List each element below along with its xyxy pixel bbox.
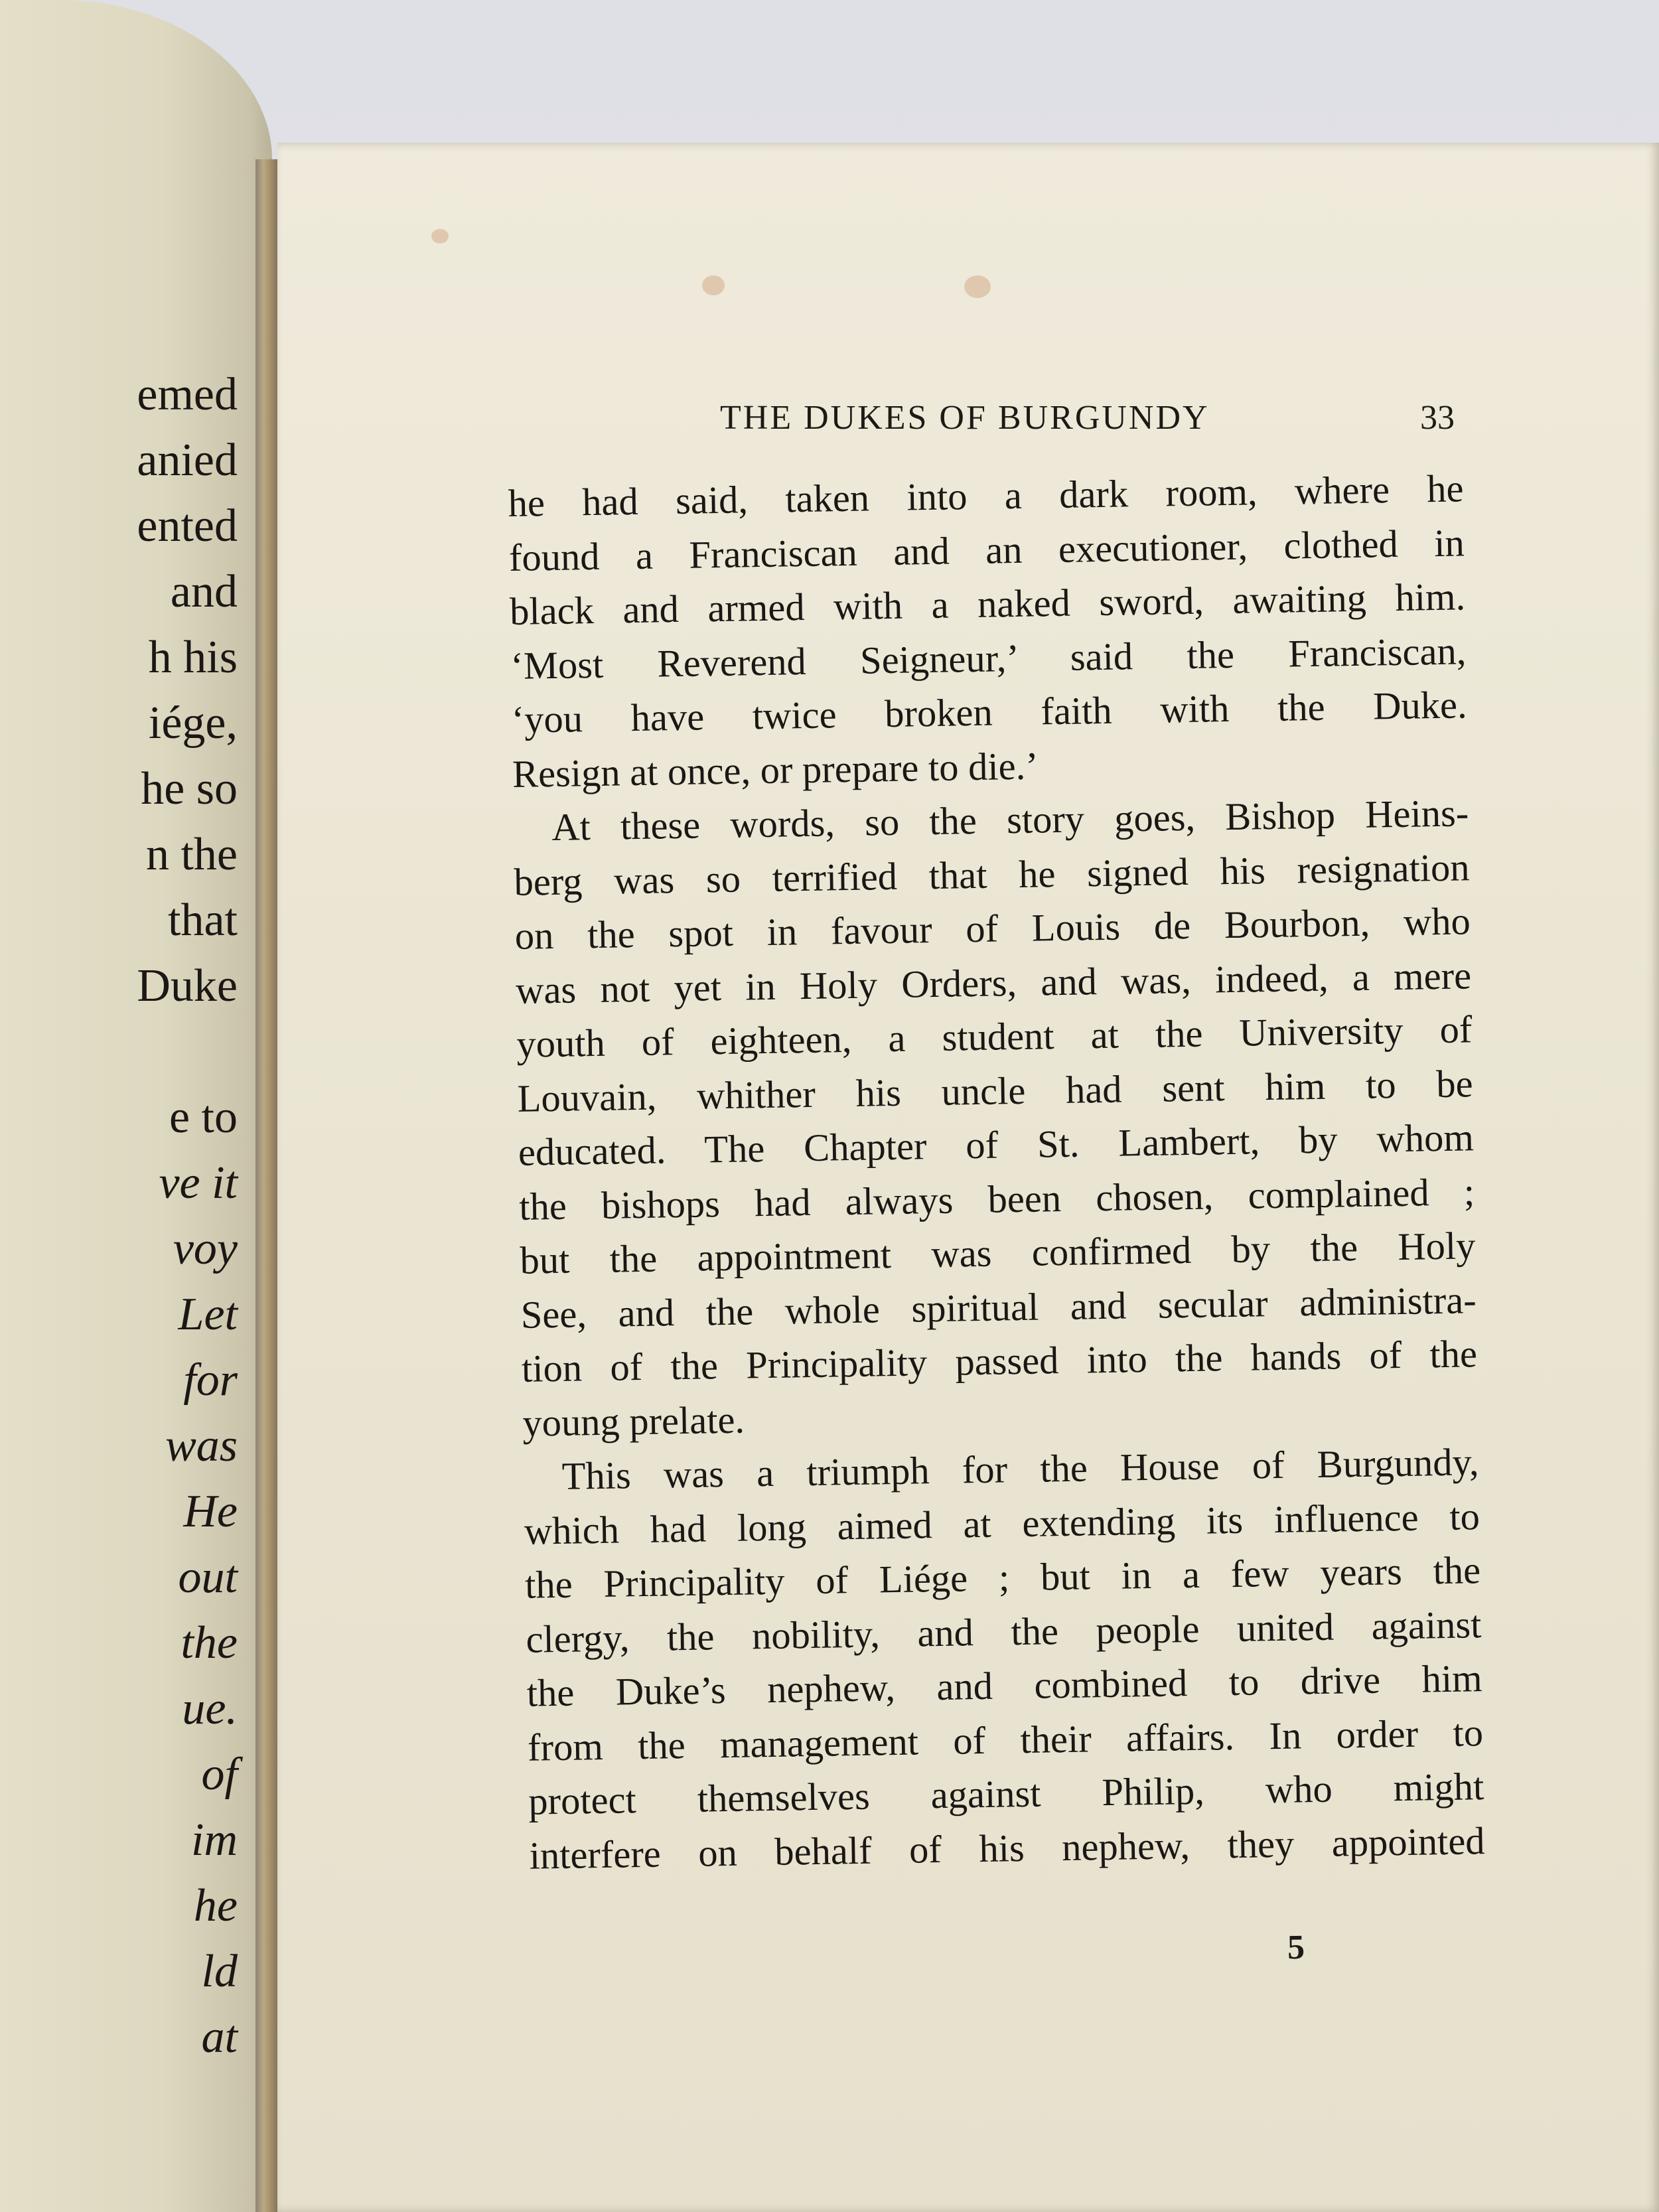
text-line: protect themselves against Philip, who might <box>528 1765 1484 1823</box>
page-number: 33 <box>1420 399 1455 437</box>
left-page-fragment: ue. <box>182 1683 238 1734</box>
left-page-fragment: h his <box>148 632 238 683</box>
text-line: See, and the whole spiritual and secular administra- <box>520 1278 1477 1337</box>
text-line: ‘you have twice broken faith with the Duke. <box>511 683 1468 741</box>
text-line: the Duke’s nephew, and combined to drive him <box>526 1657 1483 1715</box>
text-line: Louvain, whither his uncle had sent him to be <box>517 1061 1474 1120</box>
left-page-fragment: ve it <box>159 1157 238 1209</box>
left-page-fragment: Let <box>178 1289 238 1340</box>
left-page-fragment: the <box>180 1617 238 1668</box>
left-page-fragment: out <box>178 1552 238 1603</box>
text-line: young prelate. <box>522 1398 745 1445</box>
text-line: black and armed with a naked sword, awaiting him. <box>509 575 1466 633</box>
body-text <box>508 461 1485 1882</box>
left-page-fragment: that <box>168 895 238 946</box>
left-page-fragment: emed <box>137 369 238 420</box>
text-line: tion of the Principality passed into the hands of the <box>521 1332 1478 1390</box>
text-line: This was a triumph for the House of Burgundy, <box>561 1440 1480 1498</box>
text-line: interfere on behalf of his nephew, they appointed <box>529 1818 1485 1878</box>
left-page-fragment: at <box>201 2012 238 2063</box>
left-page-fragment: he so <box>141 763 238 814</box>
text-line: At these words, so the story goes, Bishop Heins- <box>551 791 1469 849</box>
left-page-fragment: ented <box>137 500 238 552</box>
left-page-fragment: and <box>170 566 238 617</box>
text-line: youth of eighteen, a student at the University of <box>516 1007 1473 1066</box>
text-line: which had long aimed at extending its influence to <box>524 1494 1480 1553</box>
running-head: THE DUKES OF BURGUNDY <box>720 399 1210 437</box>
left-page-fragment: im <box>191 1814 238 1866</box>
text-line: clergy, the nobility, and the people united against <box>526 1602 1482 1661</box>
text-line: he had said, taken into a dark room, where he <box>508 467 1464 525</box>
left-page-fragment: Duke <box>137 960 238 1011</box>
left-page <box>0 0 272 2212</box>
text-line: Resign at once, or prepare to die.’ <box>512 743 1039 796</box>
signature-mark: 5 <box>1287 1928 1305 1967</box>
left-page-fragment: for <box>183 1355 238 1406</box>
foxing-spot <box>964 275 991 298</box>
text-line: berg was so terrified that he signed his resignation <box>514 845 1470 904</box>
text-line: found a Franciscan and an executioner, clothed in <box>508 520 1465 579</box>
text-line: but the appointment was confirmed by the Holy <box>520 1224 1476 1282</box>
left-page-text-fragments <box>137 362 238 2070</box>
text-line: on the spot in favour of Louis de Bourbon, who <box>514 899 1471 958</box>
left-page-fragment: He <box>183 1486 238 1537</box>
left-page-fragment: of <box>201 1749 238 1800</box>
text-line: the bishops had always been chosen, complained ; <box>518 1169 1475 1228</box>
left-page-fragment: was <box>165 1420 238 1471</box>
text-line: ‘Most Reverend Seigneur,’ said the Franciscan, <box>510 628 1467 688</box>
left-page-fragment: anied <box>137 435 238 486</box>
text-line: from the management of their affairs. In order to <box>527 1710 1484 1769</box>
foxing-spot <box>702 275 725 295</box>
left-page-fragment: voy <box>173 1223 238 1274</box>
left-page-fragment: e to <box>169 1092 238 1143</box>
text-line: educated. The Chapter of St. Lambert, by whom <box>518 1116 1475 1174</box>
foxing-spot <box>431 229 449 244</box>
left-page-fragment: he <box>193 1880 238 1931</box>
left-page-fragment <box>137 1019 238 1084</box>
text-line: the Principality of Liége ; but in a few years the <box>524 1548 1481 1607</box>
left-page-fragment: n the <box>145 829 238 880</box>
text-line: was not yet in Holy Orders, and was, indeed, a mere <box>515 953 1472 1012</box>
left-page-fragment: ld <box>201 1946 238 1997</box>
left-page-fragment: iége, <box>148 698 238 749</box>
